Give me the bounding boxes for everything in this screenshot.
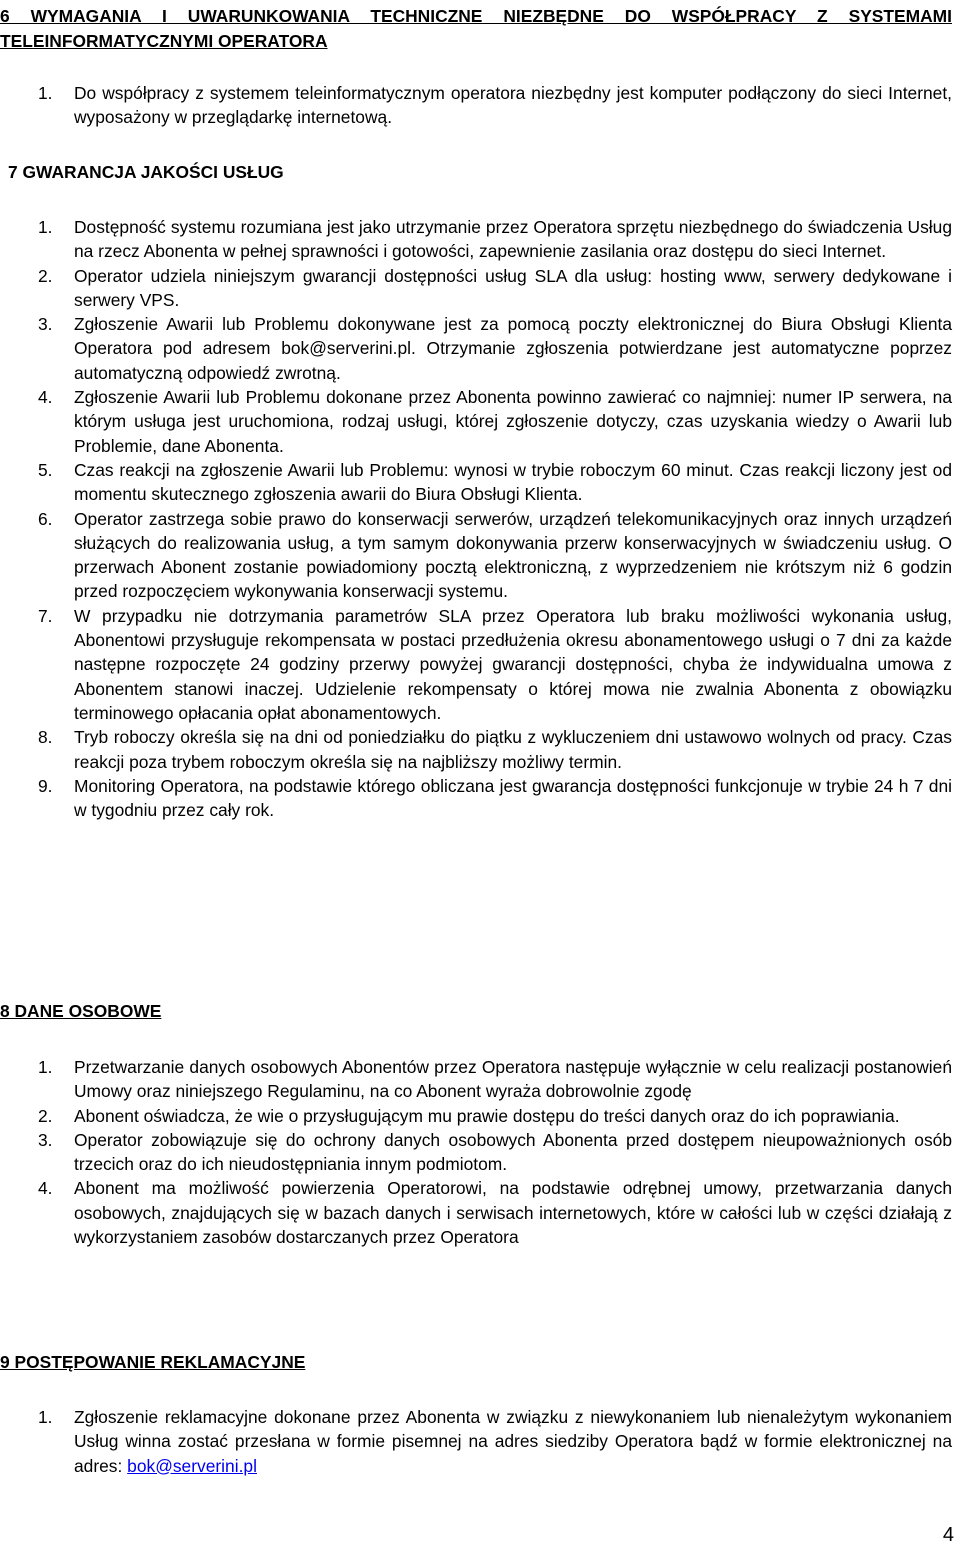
item-number: 7. (38, 605, 53, 626)
list-item (38, 215, 952, 264)
item-text: Przetwarzanie danych osobowych Abonentów przez Operatora następuje wyłącznie w celu realizacji postanowień Umowy oraz niniejszego Regulaminu, na co Abonent wyraża dobrowolnie zgodę (74, 1057, 952, 1102)
item-number: 2. (38, 1105, 53, 1126)
section-8-list (38, 1055, 952, 1249)
list-item (38, 1405, 952, 1478)
list-item (38, 1128, 952, 1177)
list-item (38, 604, 952, 725)
item-number: 1. (38, 217, 53, 237)
item-number: 5. (38, 459, 53, 480)
item-text: Monitoring Operatora, na podstawie którego obliczana jest gwarancja dostępności funkcjonuje w trybie 24 h 7 dni w tygodniu przez cały rok. (74, 775, 952, 821)
item-number: 4. (38, 1178, 53, 1199)
list-item (38, 725, 952, 774)
item-text: Zgłoszenie Awarii lub Problemu dokonane przez Abonenta powinno zawierać co najmniej: numer IP serwera, na którym usługa jest uruchomiona, rodzaj usługi, której zgłoszenie dotyczy, czas uzyskania wiedzy o Awarii lub Problemie, dane Abonenta. (74, 387, 952, 456)
item-text (74, 1407, 952, 1476)
list-item (38, 385, 952, 458)
item-number: 8. (38, 727, 53, 748)
list-item (38, 458, 952, 507)
section-7-list (38, 215, 952, 822)
page-number: 4 (942, 1524, 954, 1546)
section-7-title: 7 GWARANCJA JAKOŚCI USŁUG (8, 162, 284, 182)
list-item (38, 1055, 952, 1104)
item-text: Dostępność systemu rozumiana jest jako utrzymanie przez Operatora sprzętu niezbędnego do świadczenia Usług na rzecz Abonenta w pełnej sprawności i gotowości, zapewnienie zasilania oraz dostępu do sieci Internet. (74, 217, 952, 262)
item-number: 1. (38, 83, 53, 103)
item-number: 9. (38, 775, 53, 796)
section-8-title: 8 DANE OSOBOWE (0, 1001, 162, 1021)
item-text: Do współpracy z systemem teleinformatycznym operatora niezbędny jest komputer podłączony do sieci Internet, wyposażony w przeglądarkę internetową. (74, 83, 952, 128)
section-9-list (38, 1405, 952, 1478)
email-link[interactable]: bok@serverini.pl (127, 1455, 257, 1476)
section-9-title: 9 POSTĘPOWANIE REKLAMACYJNE (0, 1352, 306, 1372)
item-text: W przypadku nie dotrzymania parametrów SLA przez Operatora lub braku możliwości wykonania usług, Abonentowi przysługuje rekompensata w postaci przedłużenia okresu abonamentowego usługi o 7 dni za każde następne rozpoczęte 24 godziny przerwy powyżej gwarancji dostępności, chyba że indywidualna umowa z Abonentem stanowi inaczej. Udzielenie rekompensaty o której mowa nie zwalnia Abonenta z obowiązku terminowego opłacania opłat abonamentowych. (74, 605, 952, 723)
item-text: Czas reakcji na zgłoszenie Awarii lub Problemu: wynosi w trybie roboczym 60 minut. Czas reakcji liczony jest od momentu skutecznego zgłoszenia awarii do Biura Obsługi Klienta. (74, 459, 952, 505)
item-text: Abonent oświadcza, że wie o przysługującym mu prawie dostępu do treści danych oraz do ich poprawiania. (74, 1105, 900, 1126)
item-text: Operator zastrzega sobie prawo do konserwacji serwerów, urządzeń telekomunikacyjnych oraz innych urządzeń służących do realizowania usług, a tym samym dokonywania przerw konserwacyjnych w świadczeniu usług. O przerwach Abonent zostanie powiadomiony pocztą elektroniczną, z wyprzedzeniem nie krótszym niż 6 godzin przed rozpoczęciem wykonywania konserwacji systemu. (74, 508, 952, 602)
item-text: Operator zobowiązuje się do ochrony danych osobowych Abonenta przed dostępem nieupoważnionych osób trzecich oraz do ich nieudostępniania innym podmiotom. (74, 1129, 952, 1175)
item-number: 1. (38, 1407, 53, 1427)
item-number: 1. (38, 1057, 53, 1077)
item-text: Zgłoszenie Awarii lub Problemu dokonywane jest za pomocą poczty elektronicznej do Biura Obsługi Klienta Operatora pod adresem bok@serverini.pl. Otrzymanie zgłoszenia potwierdzane jest automatyczne poprzez automatyczną odpowiedź zwrotną. (74, 314, 952, 383)
item-text: Abonent ma możliwość powierzenia Operatorowi, na podstawie odrębnej umowy, przetwarzania danych osobowych, znajdujących się w bazach danych i serwisach internetowych, które w całości lub w części działają z wykorzystaniem zasobów dostarczanych przez Operatora (74, 1178, 952, 1248)
list-item (38, 1104, 952, 1128)
item-number: 3. (38, 1129, 53, 1150)
item-text-body: Zgłoszenie reklamacyjne dokonane przez Abonenta w związku z niewykonaniem lub nienależytym wykonaniem Usług winna zostać przesłana w formie pisemnej na adres siedziby Operatora bądź w formie elektronicznej na adres: (74, 1407, 952, 1476)
item-text: Tryb roboczy określa się na dni od poniedziałku do piątku z wykluczeniem dni ustawowo wolnych od pracy. Czas reakcji poza trybem roboczym określa się na najbliższy możliwy termin. (74, 727, 952, 772)
list-item (38, 507, 952, 604)
item-number: 6. (38, 508, 53, 529)
item-number: 3. (38, 314, 53, 335)
section-6-title: 6 WYMAGANIA I UWARUNKOWANIA TECHNICZNE NIEZBĘDNE DO WSPÓŁPRACY Z SYSTEMAMI TELEINFORMATYCZNYMI OPERATORA (0, 6, 952, 51)
section-6-list (38, 81, 952, 130)
list-item (38, 774, 952, 823)
list-item (38, 1176, 952, 1249)
item-number: 2. (38, 265, 53, 286)
list-item (38, 264, 952, 313)
list-item (38, 312, 952, 385)
list-item (38, 81, 952, 130)
item-number: 4. (38, 387, 53, 408)
item-text: Operator udziela niniejszym gwarancji dostępności usług SLA dla usług: hosting www, serwery dedykowane i serwery VPS. (74, 265, 952, 310)
